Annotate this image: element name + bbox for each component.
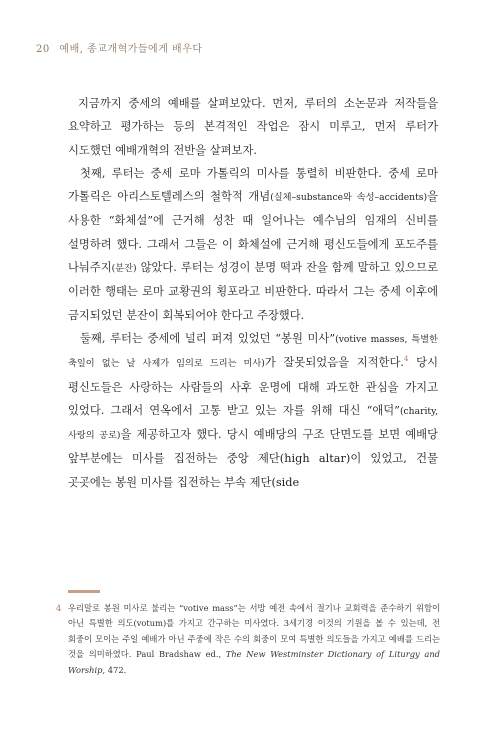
footnote-text: 우리말로 봉원 미사로 불리는 “votive mass”는 서방 예전 속에서 절기나 교회력을 준수하기 위함이 아닌 특별한 의도(votum)를 가지고 간구하는 미사였다. 3세기경 이것의 기원을 볼 수 있는데, 전 회중이 모이는 주일 예배가 아닌 주중에 작은 수의 회중이 모여 특별한 의도들을 가지고 예배를 드리는 것을 의미하였다. Paul Bradshaw ed., [68,603,440,660]
body-text [68,92,438,494]
paragraph-3-text-c: 가 잘못되었음을 지적한다. [264,356,404,370]
footnote-reference[interactable]: 4 [403,355,409,364]
footnote-divider [68,590,100,593]
footnote-number: 4 [56,603,62,613]
footnote-book-title: The New Westminster Dictionary of Liturgy and Worship [68,649,440,675]
paragraph-2-text-a: 첫째, 루터는 중세 로마 가톨릭의 미사를 통렬히 비판한다. 중세 로마 가톨릭은 아리스토텔레스의 철학적 개념 [68,166,438,204]
paragraph-2-text-c: 을 사용한 “화체설”에 근거해 성찬 때 일어나는 예수님의 임재의 신비를 설명하려 했다. 그래서 그들은 이 화체설에 근거해 평신도들에게 포도주를 나눠주지 [68,190,438,275]
paragraph-3-text-a: 둘째, 루터는 중세에 널리 퍼져 있었던 “봉원 미사” [80,331,336,345]
paragraph-1 [68,92,438,162]
paragraph-3-text-f: 을 제공하고자 했다. 당시 예배당의 구조 단면도를 보면 예배당 앞부분에는 미사를 집전하는 중앙 제단(high altar)이 있었고, 건물 곳곳에는 봉원 미사를 집전하는 부속 제단(side [68,428,438,489]
paragraph-3 [68,327,438,494]
paragraph-3-gloss-charity: (charity, 사랑의 공로) [68,405,438,442]
paragraph-1-text: 지금까지 중세의 예배를 살펴보았다. 먼저, 루터의 소논문과 저작들을 요약하고 평가하는 등의 본격적인 작업은 잠시 미루고, 먼저 루터가 시도했던 예배개혁의 전반을 살펴보자. [68,97,438,157]
page-number: 20 [36,44,50,55]
paragraph-2-gloss-substance: (실체–substance와 속성–accidents) [270,192,428,204]
running-head [36,40,203,55]
footnote-page-ref: , 472. [102,664,127,675]
running-head-title: 예배, 종교개혁가들에게 배우다 [59,44,203,55]
paragraph-3-gloss-votive: (votive masses, 특별한 축일이 없는 날 사제가 임의로 드리는 미사) [68,333,438,370]
paragraph-2-text-e: 않았다. 루터는 성경이 분명 떡과 잔을 함께 말하고 있으므로 이러한 행태는 로마 교황권의 횡포라고 비판한다. 따라서 그는 중세 이후에 금지되었던 분잔이 회복되어야 한다고 주장했다. [68,261,438,322]
paragraph-3-text-d: 당시 평신도들은 사랑하는 사람들의 사후 운명에 대해 과도한 관심을 가지고 있었다. 그래서 연옥에서 고통 받고 있는 자를 위해 대신 “애덕” [68,356,438,417]
paragraph-2-gloss-bunjan: (분잔) [111,263,137,275]
footnote [56,601,440,678]
paragraph-2 [68,162,438,327]
